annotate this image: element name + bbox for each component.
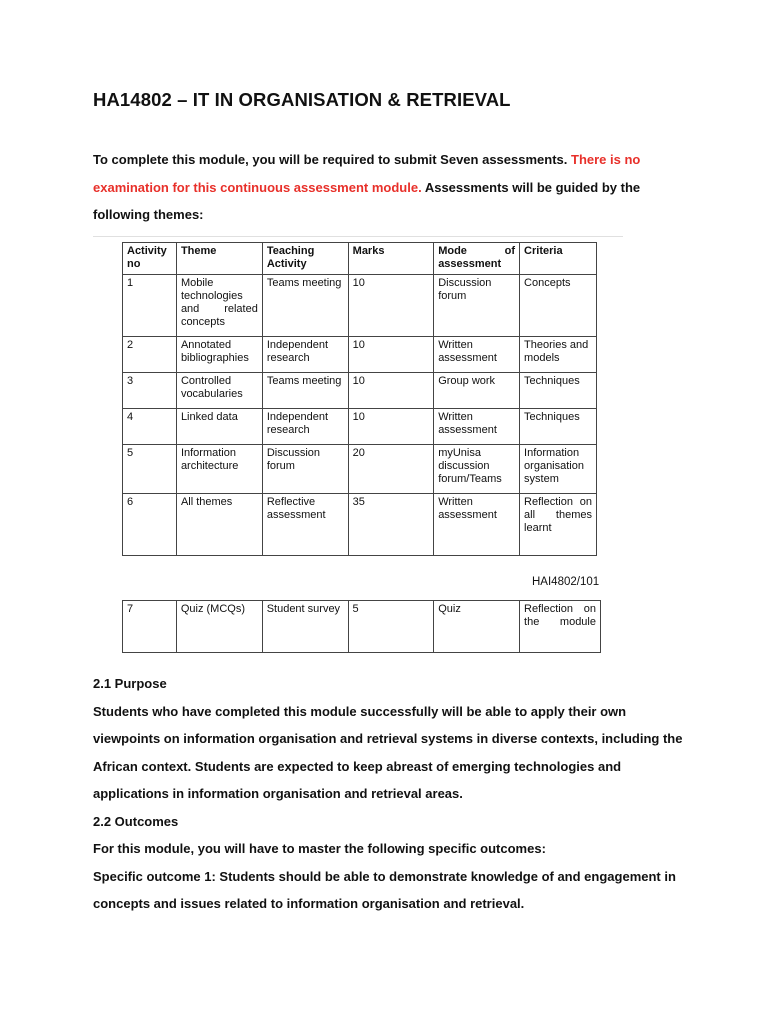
table-row [123,494,597,556]
cell-mode: Written assessment [434,337,520,373]
cell-mode: Written assessment [434,409,520,445]
cell-activity: 2 [123,337,177,373]
cell-teaching: Student survey [262,601,348,653]
cell-marks: 5 [348,601,434,653]
specific-outcome-1: Specific outcome 1: Students should be able to demonstrate knowledge of and engagement in concepts and issues related to information organisation and retrieval. [93,868,676,911]
cell-mode: Group work [434,373,520,409]
cell-teaching: Independent research [262,337,348,373]
cell-marks: 10 [348,337,434,373]
cell-criteria: Information organisation system [520,445,597,494]
cell-marks: 10 [348,409,434,445]
cell-mode: myUnisa discussion forum/Teams [434,445,520,494]
cell-teaching: Independent research [262,409,348,445]
intro-text-2: Assessments will be guided by the following themes: [93,179,641,222]
intro-paragraph [93,146,653,229]
cell-criteria: Techniques [520,409,597,445]
table-row [123,275,597,337]
assessment-table-continued [122,600,601,653]
cell-criteria: Reflection on all themes learnt [520,494,597,556]
cell-activity: 3 [123,373,177,409]
cell-theme: Quiz (MCQs) [176,601,262,653]
cell-criteria: Techniques [520,373,597,409]
cell-activity: 5 [123,445,177,494]
cell-teaching: Reflective assessment [262,494,348,556]
table-row [123,373,597,409]
cell-theme: All themes [176,494,262,556]
cell-teaching: Discussion forum [262,445,348,494]
cell-marks: 10 [348,373,434,409]
cell-marks: 35 [348,494,434,556]
header-criteria: Criteria [520,243,597,275]
cell-activity: 6 [123,494,177,556]
cell-theme: Annotated bibliographies [176,337,262,373]
assessment-table [122,242,597,556]
page-reference: HAI4802/101 [532,576,600,588]
table-row [123,337,597,373]
cell-marks: 10 [348,275,434,337]
purpose-paragraph: Students who have completed this module successfully will be able to apply their own viewpoints on information organisation and retrieval systems in diverse contexts, including the African context. Students are expected to keep abreast of emerging technologies and applications in information organisation and retrieval areas. [93,703,683,801]
cell-criteria: Theories and models [520,337,597,373]
cell-marks: 20 [348,445,434,494]
cell-activity: 1 [123,275,177,337]
cell-theme: Information architecture [176,445,262,494]
outcomes-intro: For this module, you will have to master the following specific outcomes: [93,841,546,856]
header-marks: Marks [348,243,434,275]
cell-theme: Linked data [176,409,262,445]
cell-mode: Written assessment [434,494,520,556]
intro-no-exam-notice: There is no examination for this continuous assessment module. [93,152,641,195]
cell-mode: Discussion forum [434,275,520,337]
module-details [93,670,693,918]
cell-activity: 4 [123,409,177,445]
table-row [123,409,597,445]
header-activity-no: Activity no [123,243,177,275]
cell-theme: Controlled vocabularies [176,373,262,409]
table-row [123,601,601,653]
table-row [123,445,597,494]
header-mode-of-assessment: Mode of assessment [434,243,520,275]
intro-text-1: To complete this module, you will be required to submit Seven assessments. [93,152,568,167]
header-teaching-activity: Teaching Activity [262,243,348,275]
cell-criteria: Concepts [520,275,597,337]
cell-activity: 7 [123,601,177,653]
header-theme: Theme [176,243,262,275]
cell-criteria: Reflection on the module [520,601,601,653]
divider-line [93,236,623,237]
table-header-row [123,243,597,275]
purpose-heading: 2.1 Purpose [93,676,167,691]
cell-mode: Quiz [434,601,520,653]
cell-teaching: Teams meeting [262,373,348,409]
outcomes-heading: 2.2 Outcomes [93,813,179,829]
document-title: HA14802 – IT IN ORGANISATION & RETRIEVAL [93,89,511,110]
cell-teaching: Teams meeting [262,275,348,337]
cell-theme: Mobile technologies and related concepts [176,275,262,337]
